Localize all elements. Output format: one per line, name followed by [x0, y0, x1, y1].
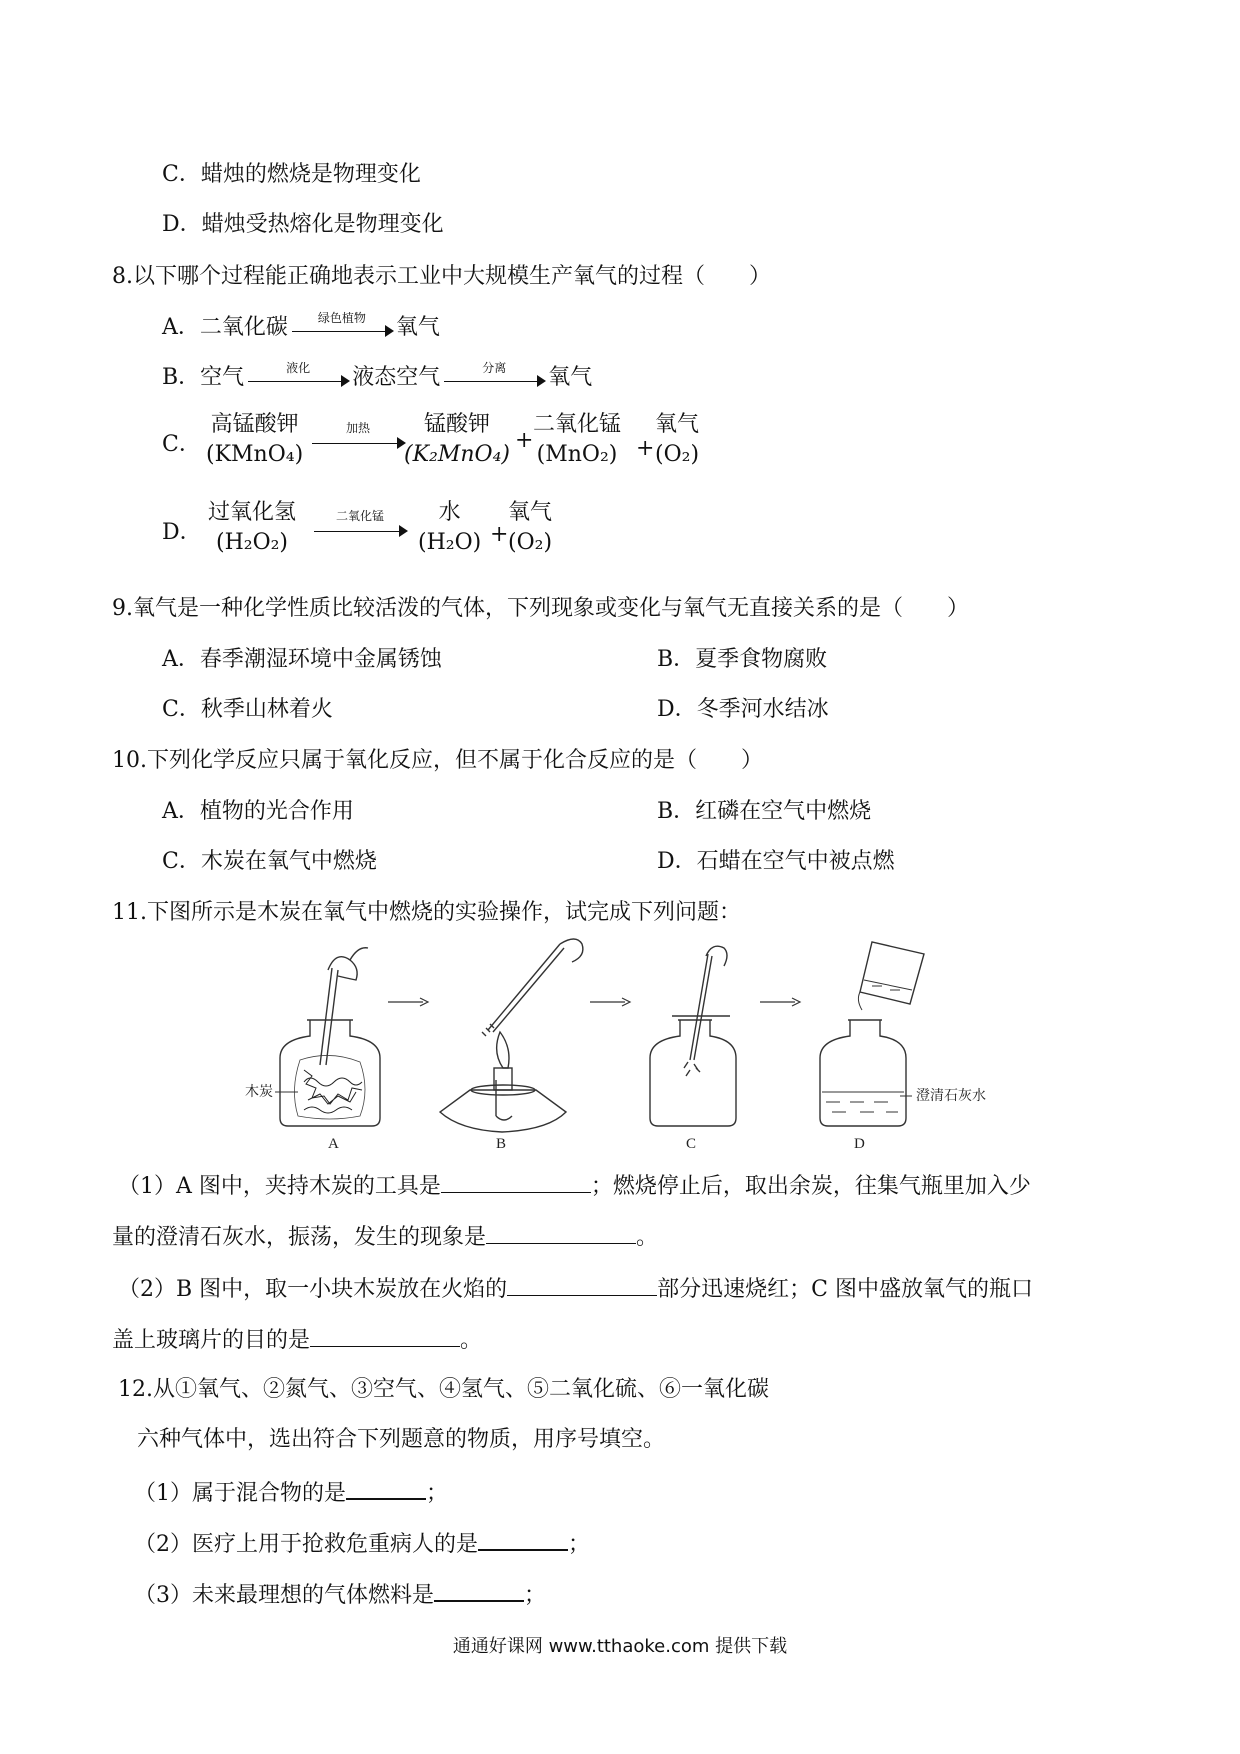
q8-d-condition: 二氧化锰	[335, 509, 384, 523]
q11-p2-text-d: 。	[460, 1328, 483, 1353]
q8-a-condition: 绿色植物	[317, 311, 366, 325]
figure-b	[440, 939, 583, 1132]
q11-part-1-line-2	[112, 1221, 658, 1253]
q8-c-reactant	[206, 410, 303, 470]
q10-option-b: B．红磷在空气中燃烧	[657, 799, 872, 824]
reaction-arrow	[288, 313, 396, 343]
q11-p1-text-b: ；燃烧停止后，取出余炭，往集气瓶里加入少	[590, 1174, 1031, 1199]
answer-blank[interactable]	[486, 1221, 636, 1244]
q8-c-product-1	[404, 410, 510, 470]
q9-option-c: C．秋季山林着火	[162, 697, 333, 722]
q8-stem: 8.以下哪个过程能正确地表示工业中大规模生产氧气的过程（ ）	[112, 264, 771, 289]
q11-stem: 11.下图所示是木炭在氧气中燃烧的实验操作，试完成下列问题：	[112, 900, 741, 925]
q8-d-product-1	[418, 498, 481, 558]
answer-blank[interactable]	[441, 1170, 591, 1193]
charcoal-label: 木炭	[245, 1085, 273, 1100]
q8-b-condition-2: 分离	[482, 361, 507, 375]
q8-b-label: B．	[162, 365, 201, 390]
q8-d-product-1-formula: (H₂O)	[418, 530, 482, 555]
q8-a-to: 氧气	[395, 315, 440, 340]
answer-blank[interactable]	[434, 1578, 524, 1602]
q11-part-1-line-1	[118, 1170, 1031, 1202]
q8-a-label: A．	[162, 315, 200, 340]
q10-stem: 10.下列化学反应只属于氧化反应，但不属于化合反应的是（ ）	[112, 748, 763, 773]
figure-d	[820, 942, 924, 1126]
figure-label-b: B	[496, 1136, 507, 1152]
q12-sub-3	[134, 1578, 546, 1611]
reaction-arrow	[440, 363, 548, 393]
answer-blank[interactable]	[346, 1476, 426, 1500]
q8-a-from: 二氧化碳	[199, 315, 288, 340]
q11-p2-text-b: 部分迅速烧红；C 图中盛放氧气的瓶口	[657, 1277, 1033, 1302]
q12-s3-text: （3）未来最理想的气体燃料是	[134, 1583, 434, 1608]
q12-s1-end: ；	[426, 1481, 449, 1506]
q8-c-product-1-name: 锰酸钾	[423, 412, 490, 437]
limewater-label: 澄清石灰水	[916, 1089, 986, 1104]
experiment-figure	[245, 940, 1000, 1152]
q11-part-2-line-2	[112, 1324, 482, 1356]
q8-d-label: D．	[162, 520, 202, 545]
q9-option-a: A．春季潮湿环境中金属锈蚀	[162, 647, 442, 672]
q8-c-product-3-name: 氧气	[655, 412, 700, 437]
q8-c-product-3	[655, 410, 699, 470]
q8-c-reactant-formula: (KMnO₄)	[206, 442, 304, 467]
q8-b-condition-1: 液化	[286, 361, 311, 375]
q8-b-mid: 液态空气	[352, 365, 441, 390]
q12-s2-text: （2）医疗上用于抢救危重病人的是	[134, 1532, 478, 1557]
q12-stem: 12.从①氧气、②氮气、③空气、④氢气、⑤二氧化硫、⑥一氧化碳	[118, 1377, 769, 1402]
q8-c-product-3-formula: (O₂)	[655, 442, 700, 467]
figure-label-d: D	[854, 1136, 865, 1152]
q8-d-product-1-name: 水	[438, 500, 461, 525]
q8-c-condition: 加热	[345, 421, 370, 435]
q12-s1-text: （1）属于混合物的是	[134, 1481, 346, 1506]
plus-sign: +	[490, 522, 509, 547]
q7-option-d: D．蜡烛受热熔化是物理变化	[162, 212, 444, 237]
q9-stem: 9.氧气是一种化学性质比较活泼的气体，下列现象或变化与氧气无直接关系的是（ ）	[112, 596, 969, 621]
answer-blank[interactable]	[507, 1273, 657, 1296]
reaction-arrow	[308, 423, 408, 453]
q11-p1-text-c: 量的澄清石灰水，振荡，发生的现象是	[112, 1225, 487, 1250]
reaction-arrow	[244, 363, 352, 393]
q12-sub-1	[134, 1476, 448, 1509]
q8-option-b	[162, 363, 592, 393]
q12-s3-end: ；	[524, 1583, 547, 1608]
q12-stem-2: 六种气体中，选出符合下列题意的物质，用序号填空。	[137, 1427, 666, 1452]
page-footer: 通通好课网 www.tthaoke.com 提供下载	[452, 1636, 788, 1657]
q9-option-b: B．夏季食物腐败	[657, 647, 828, 672]
q8-d-reactant-formula: (H₂O₂)	[215, 530, 289, 555]
figure-label-a: A	[328, 1136, 339, 1152]
q8-c-product-1-formula: (K₂MnO₄)	[404, 442, 510, 467]
q11-part-2-line-1	[118, 1273, 1033, 1305]
reaction-arrow	[310, 511, 410, 541]
figure-a	[280, 948, 380, 1126]
q10-option-d: D．石蜡在空气中被点燃	[657, 849, 895, 874]
q8-d-product-2-formula: (O₂)	[508, 530, 553, 555]
answer-blank[interactable]	[310, 1324, 460, 1347]
q10-option-c: C．木炭在氧气中燃烧	[162, 849, 377, 874]
plus-sign: +	[636, 436, 655, 461]
q11-p2-text-a: （2）B 图中，取一小块木炭放在火焰的	[118, 1277, 508, 1302]
q8-c-reactant-name: 高锰酸钾	[210, 412, 299, 437]
q8-d-reactant-name: 过氧化氢	[208, 500, 297, 525]
answer-blank[interactable]	[478, 1527, 568, 1551]
q11-p1-text-d: 。	[636, 1225, 659, 1250]
q8-c-label: C．	[162, 432, 201, 457]
q11-p2-text-c: 盖上玻璃片的目的是	[112, 1328, 311, 1353]
q8-c-product-2-name: 二氧化锰	[533, 412, 622, 437]
q11-p1-text-a: （1）A 图中，夹持木炭的工具是	[118, 1174, 441, 1199]
figure-label-c: C	[686, 1136, 697, 1152]
q8-b-from: 空气	[200, 365, 245, 390]
q8-c-product-2	[533, 410, 621, 470]
q8-d-product-2	[508, 498, 552, 558]
q8-option-a	[162, 313, 440, 343]
q9-option-d: D．冬季河水结冰	[657, 697, 829, 722]
q10-option-a: A．植物的光合作用	[162, 799, 354, 824]
q7-option-c: C．蜡烛的燃烧是物理变化	[162, 162, 421, 187]
q8-b-to: 氧气	[548, 365, 593, 390]
plus-sign: +	[515, 428, 534, 453]
q8-d-reactant	[208, 498, 296, 558]
figure-c	[650, 946, 736, 1126]
q8-d-product-2-name: 氧气	[508, 500, 553, 525]
q8-c-product-2-formula: (MnO₂)	[536, 442, 618, 467]
q12-sub-2	[134, 1527, 590, 1560]
q12-s2-end: ；	[568, 1532, 591, 1557]
